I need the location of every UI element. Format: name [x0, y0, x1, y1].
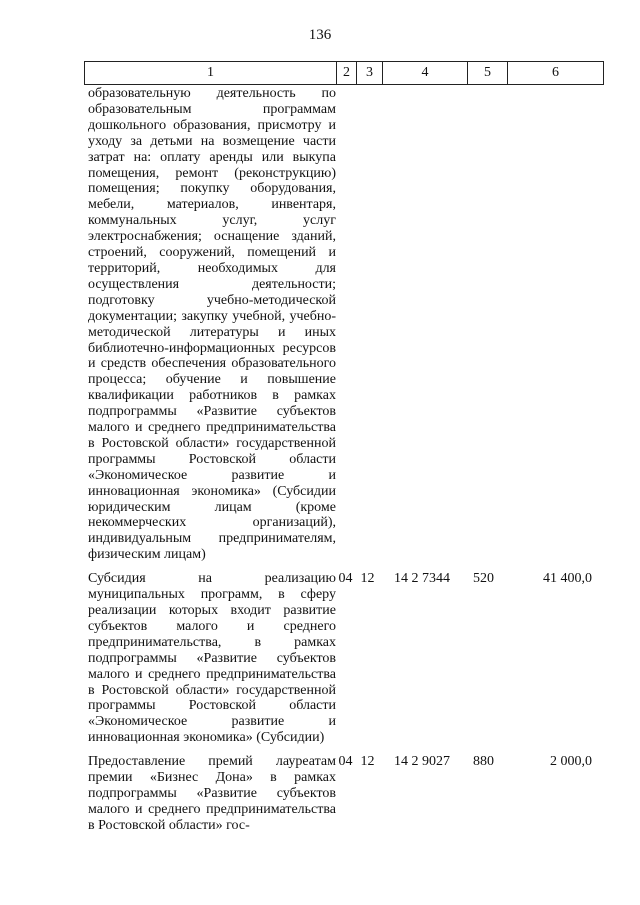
- row-col5: 880: [473, 754, 494, 770]
- row-spacer: [84, 746, 598, 754]
- row-spacer: [84, 563, 598, 571]
- row-col2: 04: [338, 754, 353, 770]
- table-row: [84, 86, 598, 563]
- budget-table: [84, 86, 598, 834]
- row-col6: 41 400,0: [543, 571, 592, 587]
- table-row: [84, 571, 598, 746]
- header-cell-3: 3: [357, 62, 383, 85]
- header-row: [85, 62, 604, 85]
- row-col5: 520: [473, 571, 494, 587]
- row-description: Субсидия на реализацию муниципальных программ, в сферу реализации которых входит развитие субъектов малого и среднего предпринимательства, в рамках подпрограммы «Развитие субъектов малого и среднего предпринимательства в Ростовской области» государственной программы Ростовской области «Экономическое развитие и инновационная экономика» (Субсидии): [88, 571, 336, 746]
- row-description: образовательную деятельность по образовательным программам дошкольного образования, присмотру и уходу за детьми на возмещение части затрат на: оплату аренды или выкупа помещения, ремонт (реконструкцию) помещения; покупку оборудования, мебели, материалов, инвентаря, коммунальных услуг, услуг электроснабжения; оснащение зданий, строений, сооружений, помещений и территорий, необходимых для осуществления деятельности; подготовку учебно-методической документации; закупку учебной, учебно-методической литературы и иных библиотечно-информационных ресурсов и средств обеспечения образовательного процесса; обучение и повышение квалификации работников в рамках подпрограммы «Развитие субъектов малого и среднего предпринимательства в Ростовской области» государственной программы Ростовской области «Экономическое развитие и инновационная экономика» (Субсидии юридическим лицам (кроме некоммерческих организаций), индивидуальным предпринимателям, физическим лицам): [88, 86, 336, 563]
- row-col3: [355, 86, 380, 563]
- row-col4: [380, 86, 464, 563]
- row-col6: [503, 86, 598, 563]
- header-cell-6: 6: [508, 62, 604, 85]
- row-col4: 14 2 7344: [394, 571, 450, 587]
- header-cell-4: 4: [383, 62, 468, 85]
- row-col6: 2 000,0: [550, 754, 592, 770]
- header-cell-2: 2: [337, 62, 357, 85]
- row-col4: 14 2 9027: [394, 754, 450, 770]
- header-cell-5: 5: [468, 62, 508, 85]
- table-row: [84, 754, 598, 834]
- row-col3: 12: [360, 754, 375, 770]
- header-cell-1: 1: [85, 62, 337, 85]
- row-description: Предоставление премий лауреатам премии «Бизнес Дона» в рамках подпрограммы «Развитие субъектов малого и среднего предпринимательства в Ростовской области» гос-: [88, 754, 336, 833]
- row-col5: [464, 86, 503, 563]
- page-number: 136: [308, 27, 332, 43]
- row-col2: [336, 86, 355, 563]
- row-col2: 04: [338, 571, 353, 587]
- table-header: [84, 61, 604, 85]
- row-col3: 12: [360, 571, 375, 587]
